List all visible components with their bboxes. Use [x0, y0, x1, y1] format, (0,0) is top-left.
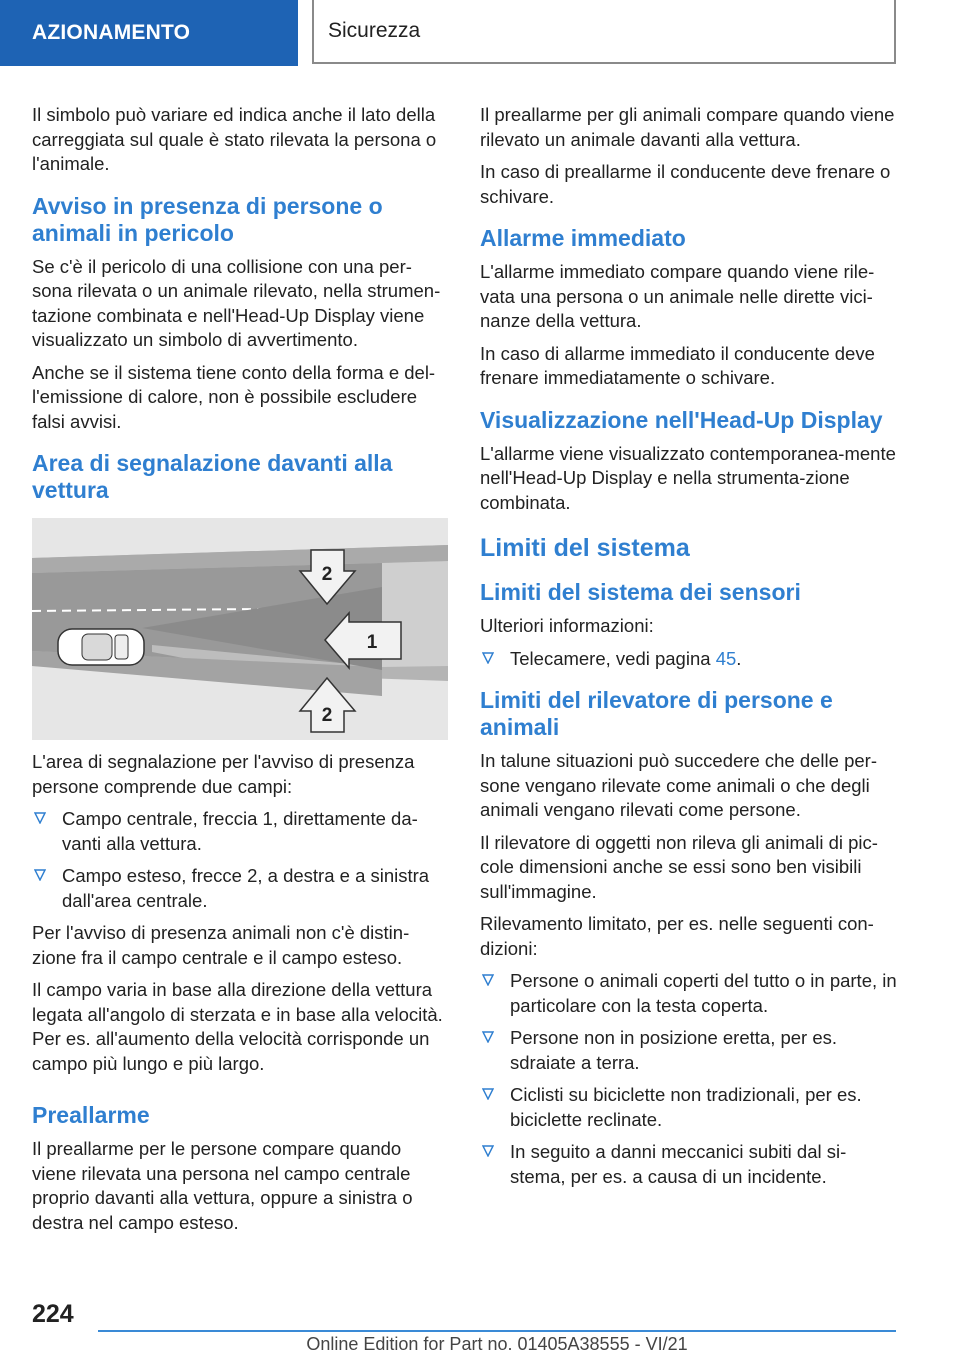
arrow-1-label: 1 — [366, 632, 378, 653]
heading-avviso: Avviso in presenza di persone o animali in pericolo — [32, 192, 383, 246]
paragraph: In caso di allarme immediato il conducente deve frenare immediatamente o schivare. — [480, 342, 875, 388]
list-item — [480, 969, 898, 1018]
page-link[interactable]: 45 — [715, 647, 737, 669]
list-item — [480, 1026, 898, 1075]
paragraph: Rilevamento limitato, per es. nelle seguenti con-dizioni: — [480, 913, 874, 959]
heading-hud: Visualizzazione nell'Head-Up Display — [480, 406, 883, 433]
paragraph: Anche se il sistema tiene conto della forma e del-l'emissione di calore, non è possibile escludere falsi avvisi. — [32, 361, 436, 432]
intro-paragraph: Il simbolo può variare ed indica anche il lato della carreggiata sul quale è stato rilevata la persona o l'animale. — [32, 104, 437, 174]
list-item — [32, 864, 450, 913]
page-number: 224 — [32, 1300, 74, 1328]
car-icon — [58, 629, 144, 665]
list-item-text: Campo esteso, frecce 2, a destra e a sinistra dall'area centrale. — [62, 865, 430, 911]
triangle-bullet-icon — [482, 974, 494, 986]
footer-edition: Online Edition for Part no. 01405A38555 - VI/21 — [306, 1334, 688, 1354]
chapter-title: Sicurezza — [328, 19, 421, 42]
footer-divider — [98, 1330, 896, 1332]
triangle-bullet-icon — [34, 869, 46, 881]
heading-preallarme: Preallarme — [32, 1102, 150, 1128]
triangle-bullet-icon — [34, 812, 46, 824]
heading-sensori: Limiti del sistema dei sensori — [480, 579, 801, 605]
sensori-list — [480, 647, 898, 672]
paragraph: L'area di segnalazione per l'avviso di presenza persone comprende due campi: — [32, 751, 415, 797]
list-item — [32, 807, 450, 856]
list-item — [480, 1083, 898, 1132]
list-item-text: Persone non in posizione eretta, per es. sdraiate a terra. — [510, 1027, 838, 1073]
paragraph: In caso di preallarme il conducente deve frenare o schivare. — [480, 161, 891, 207]
paragraph: Il rilevatore di oggetti non rileva gli animali di pic-cole dimensioni anche se essi sono ben visibili sull'immagine. — [480, 831, 878, 902]
section-title: AZIONAMENTO — [32, 21, 191, 44]
list-item-text: . — [736, 647, 742, 669]
paragraph: L'allarme viene visualizzato contemporanea-mente nell'Head-Up Display e nella strumenta-zione combinata. — [480, 442, 896, 513]
heading-area: Area di segnalazione davanti alla vettura — [32, 450, 393, 503]
list-item-text: Campo centrale, freccia 1, direttamente da-vanti alla vettura. — [62, 808, 418, 854]
paragraph: Ulteriori informazioni: — [480, 615, 654, 636]
heading-limiti: Limiti del sistema — [480, 534, 690, 562]
triangle-bullet-icon — [482, 652, 494, 664]
paragraph: Il campo varia in base alla direzione della vettura legata all'angolo di sterzata e in base alla velocità. Per es. all'aumento della velocità corrisponde un campo più lungo e più largo. — [32, 979, 443, 1074]
list-item — [480, 1140, 898, 1189]
paragraph: Il preallarme per gli animali compare quando viene rilevato un animale davanti alla vettura. — [480, 104, 895, 150]
section-tab — [0, 0, 298, 66]
paragraph: Il preallarme per le persone compare quando viene rilevata una persona nel campo centrale proprio davanti alla vettura, oppure a sinistra o destra nel campo esteso. — [32, 1138, 413, 1233]
triangle-bullet-icon — [482, 1088, 494, 1100]
rilevatore-list — [480, 969, 898, 1189]
list-item-text: Ciclisti su biciclette non tradizionali, per es. biciclette reclinate. — [510, 1084, 862, 1130]
paragraph: L'allarme immediato compare quando viene rile-vata una persona o un animale nelle dirette vici-nanze della vettura. — [480, 261, 875, 331]
arrow-2-top-label: 2 — [321, 564, 333, 585]
list-item-text: Persone o animali coperti del tutto o in parte, in particolare con la testa coperta. — [510, 970, 897, 1016]
list-item-text: Telecamere, vedi pagina — [510, 647, 716, 669]
paragraph: In talune situazioni può succedere che delle per-sone vengano rilevate come animali o che degli animali vengano rilevati come persone. — [480, 750, 877, 820]
triangle-bullet-icon — [482, 1031, 494, 1043]
chapter-tab — [312, 0, 896, 64]
paragraph: Per l'avviso di presenza animali non c'è distin-zione fra il campo centrale e il campo esteso. — [32, 922, 410, 968]
right-column — [480, 103, 898, 1197]
arrow-2-bottom-label: 2 — [321, 705, 333, 726]
warning-area-figure — [32, 518, 448, 740]
heading-rilevatore: Limiti del rilevatore di persone e animali — [480, 687, 833, 740]
area-list — [32, 807, 450, 913]
list-item — [480, 647, 898, 672]
list-item-text: In seguito a danni meccanici subiti dal si-stema, per es. a causa di un incidente. — [510, 1141, 847, 1187]
paragraph: Se c'è il pericolo di una collisione con una per-sona rilevata o un animale rilevato, nella strumen-tazione combinata e nell'Head-Up Display viene visualizzato un simbolo di avvertimento. — [32, 255, 441, 350]
triangle-bullet-icon — [482, 1145, 494, 1157]
left-column — [32, 103, 450, 1243]
heading-immediato: Allarme immediato — [480, 225, 686, 251]
